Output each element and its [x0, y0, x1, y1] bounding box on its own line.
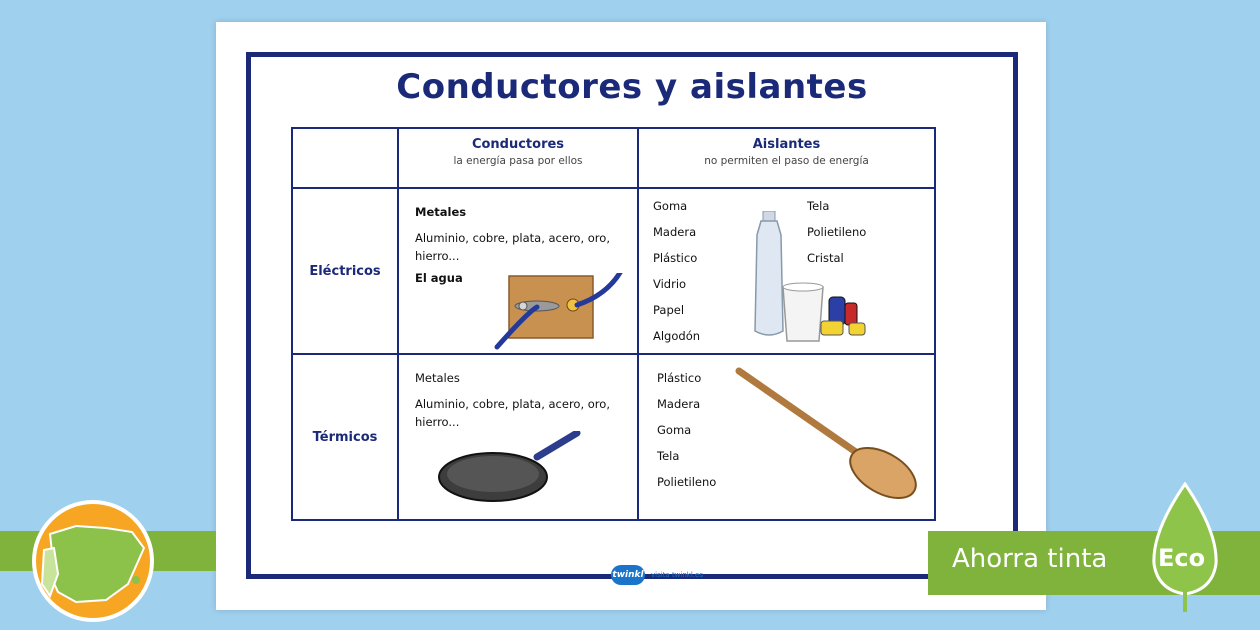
twinkl-logo: [611, 565, 703, 585]
list-item: Plástico: [657, 371, 702, 385]
list-item: Tela: [807, 199, 830, 213]
cell-termicos-conductores: [398, 354, 638, 520]
list-item: Algodón: [653, 329, 701, 343]
list-item: Tela: [657, 449, 680, 463]
row-label-termicos: Térmicos: [292, 354, 398, 520]
header-conductores-subtitle: la energía pasa por ellos: [453, 155, 583, 167]
header-aislantes: [638, 128, 935, 188]
list-item: Madera: [657, 397, 701, 411]
poster-frame: [246, 52, 1018, 579]
spain-map-icon: [36, 504, 150, 618]
header-conductores: [398, 128, 638, 188]
electricos-conductores-heading: Metales: [415, 205, 467, 219]
twinkl-brand: twinkl: [611, 565, 645, 585]
eco-banner-label: Ahorra tinta: [952, 544, 1108, 574]
electricos-aislantes-list-left: [653, 193, 700, 349]
circuit-wire-illustration: [487, 273, 627, 351]
list-item: Goma: [657, 423, 692, 437]
list-item: Madera: [653, 225, 697, 239]
twinkl-url: visita twinkl.es: [651, 571, 703, 579]
eco-badge-text: Eco: [1158, 544, 1206, 572]
poster-title: Conductores y aislantes: [396, 67, 868, 107]
cell-electricos-aislantes: [638, 188, 935, 354]
termicos-conductores-examples: Aluminio, cobre, plata, acero, oro, hierro...: [415, 397, 610, 429]
header-aislantes-title: Aislantes: [752, 137, 821, 152]
list-item: Polietileno: [657, 475, 717, 489]
cell-termicos-aislantes: [638, 354, 935, 520]
wooden-spoon-illustration: [733, 365, 923, 499]
list-item: Cristal: [807, 251, 844, 265]
list-item: Vidrio: [653, 277, 687, 291]
header-conductores-title: Conductores: [471, 137, 565, 152]
frying-pan-illustration: [437, 431, 587, 507]
corner-cell: [292, 128, 398, 188]
row-label-electricos: Eléctricos: [292, 188, 398, 354]
termicos-conductores-heading: Metales: [415, 371, 460, 385]
insulators-illustration: [749, 211, 879, 349]
list-item: Polietileno: [807, 225, 867, 239]
cell-electricos-conductores: [398, 188, 638, 354]
list-item: Goma: [653, 199, 688, 213]
list-item: Plástico: [653, 251, 698, 265]
termicos-aislantes-list: [657, 365, 716, 495]
poster-page: [216, 22, 1046, 610]
list-item: Papel: [653, 303, 685, 317]
spain-map-badge: [32, 500, 154, 622]
electricos-conductores-extra: El agua: [415, 271, 463, 285]
header-aislantes-subtitle: no permiten el paso de energía: [704, 155, 869, 167]
electricos-conductores-examples: Aluminio, cobre, plata, acero, oro, hierro...: [415, 231, 610, 263]
comparison-table: [291, 127, 936, 521]
